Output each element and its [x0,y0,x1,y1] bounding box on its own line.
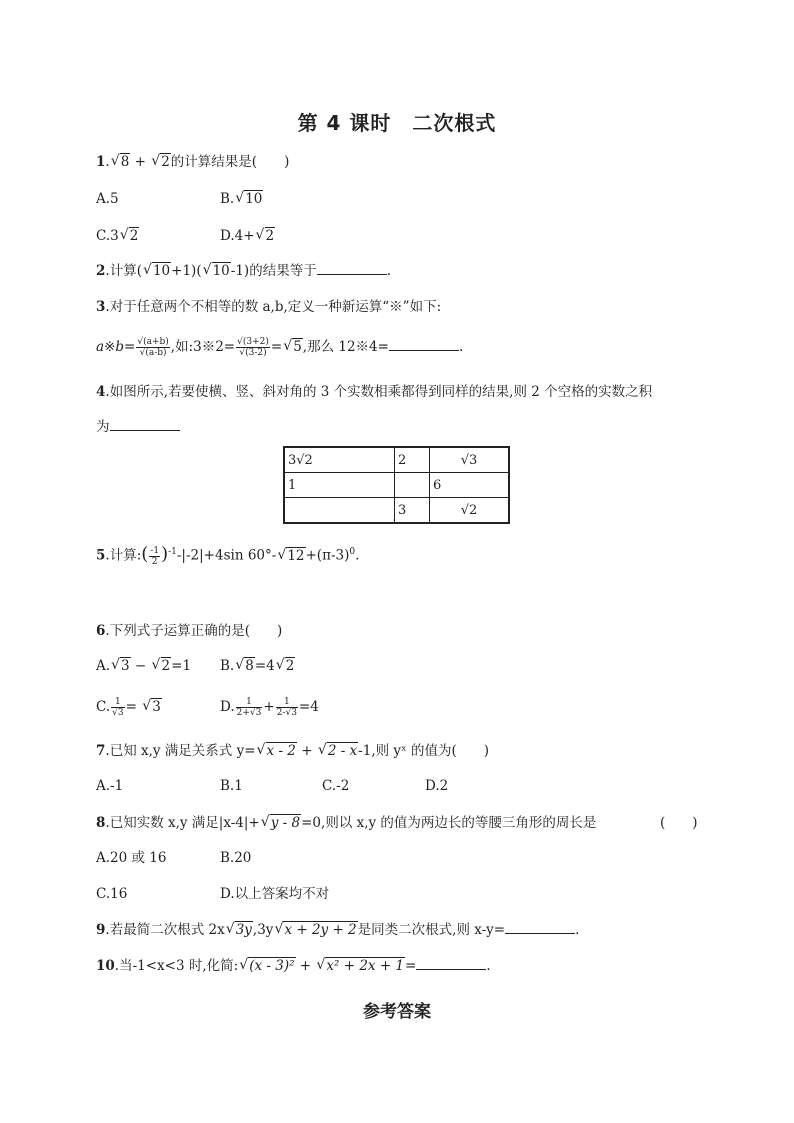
grid-cell-empty[interactable] [284,498,395,524]
answer-blank[interactable] [317,262,387,275]
option-d[interactable]: D.以上答案均不对 [220,886,330,902]
grid-cell: 3 [395,498,430,524]
question-2: 2.计算(√ 10+1)(√ 10-1)的结果等于 . [96,262,391,280]
option-d[interactable]: D. $\frac{1}{2+√3}$ + $\frac{1}{2-√3}$ =4 [220,697,319,718]
grid-cell: 2 [395,447,430,473]
option-b[interactable]: B.1 [220,778,243,794]
question-5: 5.计算:( $\frac{-1}{2}$ )$^{-1}$-|-2|+4sin 60°-√ $12+(\pi-3)^0$. [96,543,359,567]
option-b[interactable]: B.√ 8=4√ 2 [220,657,295,675]
answer-section-title: 参考答案 [363,1002,431,1022]
question-10: 10.当-1<x<3 时,化简:√ (x - 3)² + √ x² + 2x + 1= . [96,957,491,975]
number-grid [283,446,510,524]
option-c[interactable]: C.16 [96,886,128,902]
option-a[interactable]: A.-1 [96,778,124,794]
question-7: 7.已知 x,y 满足关系式 y=√ x - 2 + √ 2 - x-1,则 yˣ 的值为( ) [96,742,489,760]
question-1: 1.√ 8 + √ 2的计算结果是( ) [96,153,289,171]
grid-cell: 6 [430,473,510,498]
question-9: 9.若最简二次根式 2x√ 3y,3y√ x + 2y + 2是同类二次根式,则 x-y= . [96,921,579,939]
option-a[interactable]: A.20 或 16 [96,850,167,866]
question-number: 1 [96,154,106,170]
option-b[interactable]: B.√ 10 [220,190,263,208]
grid-cell: √2 [430,498,510,524]
option-c[interactable]: C.-2 [322,778,350,794]
question-4: 4.如图所示,若要使横、竖、斜对角的 3 个实数相乘都得到同样的结果,则 2 个空格的实数之积 [96,384,653,400]
grid-cell-empty[interactable] [395,473,430,498]
question-3: 3.对于任意两个不相等的数 a,b,定义一种新运算“※”如下: [96,299,442,315]
answer-blank[interactable] [389,338,459,351]
answer-paren[interactable]: ( ) [660,815,698,831]
question-8: 8.已知实数 x,y 满足|x-4|+√ y - 8=0,则以 x,y 的值为两边长的等腰三角形的周长是 [96,814,596,832]
option-c[interactable]: C.3√ 2 [96,227,139,245]
question-6: 6.下列式子运算正确的是( ) [96,623,283,639]
grid-cell: 3√2 [284,447,395,473]
question-3-definition: a※b= $\frac{√(a+b)}{√(a-b)}$ ,如:3※2= $\frac{√(3+2)}{√(3-2)}$ =√ 5,那么 12※4= . [96,337,463,358]
option-d[interactable]: D.4+√ 2 [220,227,275,245]
answer-blank[interactable] [416,957,486,970]
grid-cell: √3 [430,447,510,473]
question-4-line2: 为 [96,418,180,436]
option-a[interactable]: A.5 [96,191,119,207]
option-b[interactable]: B.20 [220,850,252,866]
grid-cell: 1 [284,473,395,498]
page-title: 第 4 课时 二次根式 [297,111,497,135]
answer-blank[interactable] [110,418,180,431]
question-text: 的计算结果是( ) [170,154,290,170]
option-a[interactable]: A.√ 3 − √ 2=1 [96,657,191,675]
option-d[interactable]: D.2 [425,778,449,794]
answer-blank[interactable] [505,921,575,934]
option-c[interactable]: C. $\frac{1}{√3}$ = √ 3 [96,697,162,718]
